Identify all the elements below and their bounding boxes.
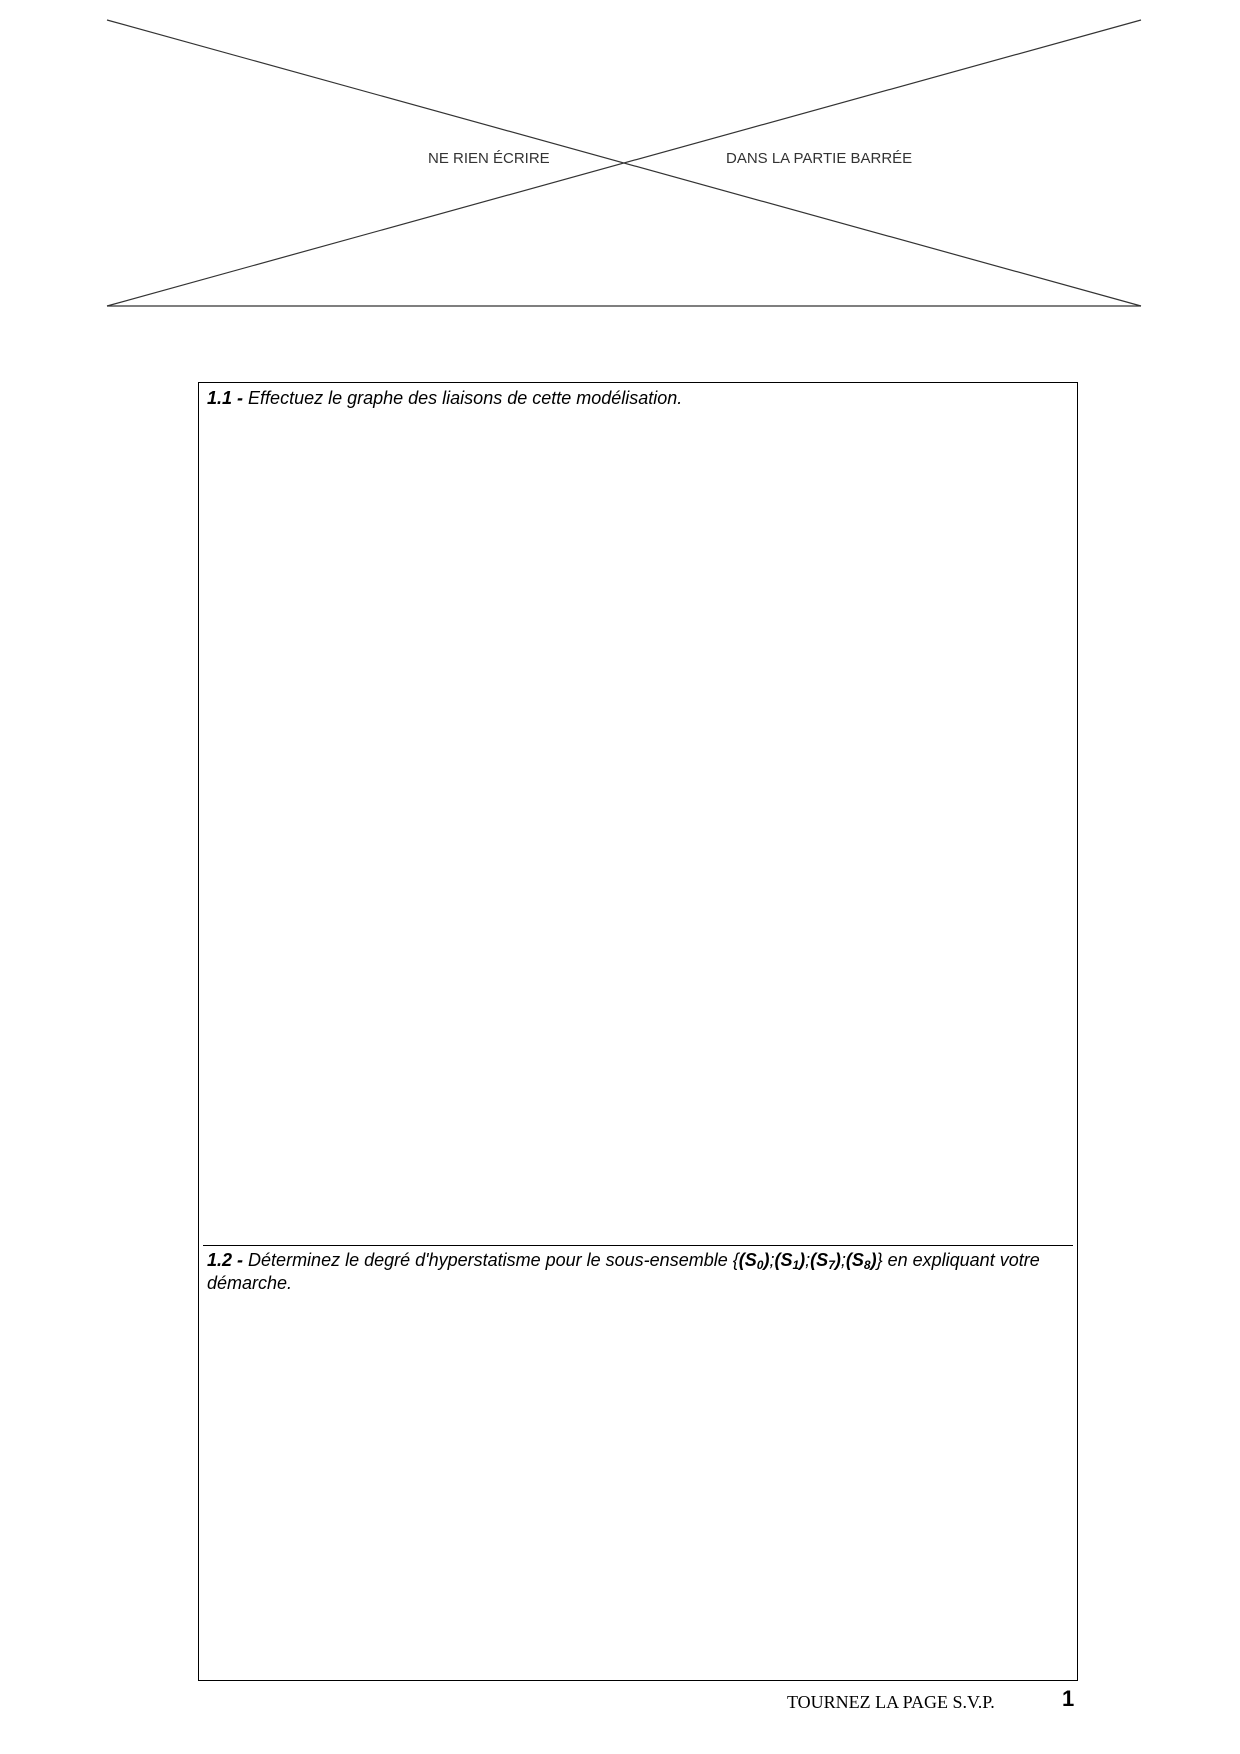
subset-item-s1: $(S_1)$ bbox=[774, 1250, 806, 1272]
question-1-1 bbox=[207, 387, 1057, 410]
question-1-1-number: 1.1 - bbox=[207, 388, 244, 408]
subset-item-s7: $(S_7)$ bbox=[810, 1250, 841, 1272]
question-1-1-text: Effectuez le graphe des liaisons de cette modélisation. bbox=[248, 388, 683, 408]
turn-page-notice: TOURNEZ LA PAGE S.V.P. bbox=[787, 1692, 995, 1712]
question-1-2-number: 1.2 - bbox=[207, 1250, 244, 1270]
barred-cross bbox=[0, 0, 1240, 320]
question-divider bbox=[203, 1245, 1073, 1246]
subset-item-s0: $(S_0)$ bbox=[738, 1250, 770, 1272]
question-1-2-text-before: Déterminez le degré d'hyperstatisme pour le sous-ensemble { bbox=[248, 1250, 739, 1270]
barred-label-left: NE RIEN ÉCRIRE bbox=[428, 150, 550, 167]
barred-label-right: DANS LA PARTIE BARRÉE bbox=[726, 150, 913, 167]
subset-item-s8: $(S_8)$ bbox=[845, 1250, 877, 1272]
page-number: 1 bbox=[1062, 1686, 1075, 1711]
answer-frame[interactable] bbox=[198, 382, 1078, 1681]
question-1-2: 1.2 - Déterminez le degré d'hyperstatisme pour le sous-ensemble $\{(S_0);(S_1);(S_7);(S_8)\}$ en expliquant votre démarche. bbox=[207, 1250, 1040, 1293]
question-1-2-text-after: } en expliquant votre démarche. bbox=[207, 1250, 1040, 1293]
barred-zone bbox=[0, 0, 1240, 320]
